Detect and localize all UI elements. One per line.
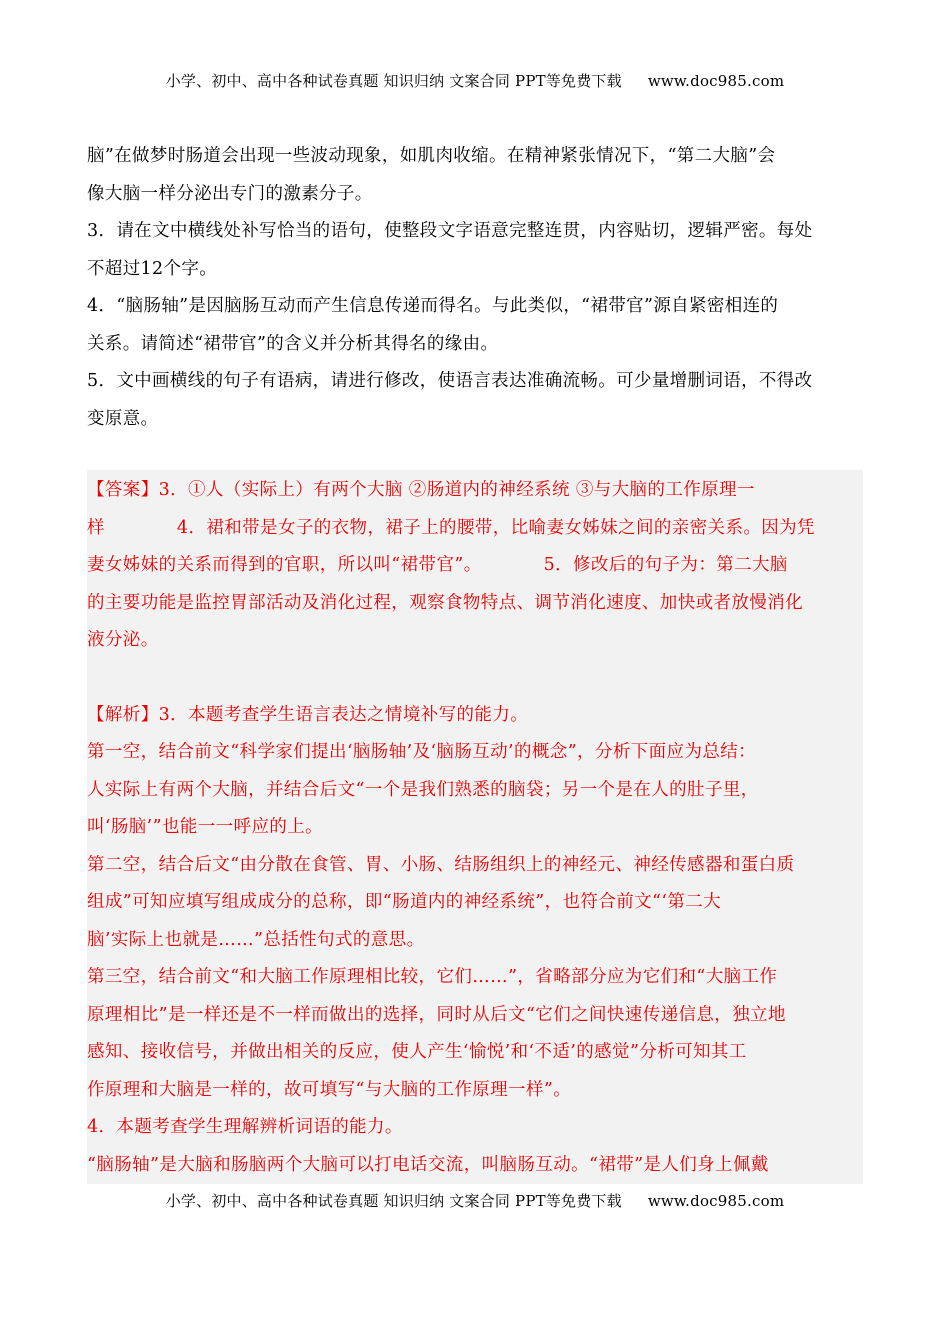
analysis-line: 脑’实际上也就是……”总括性句式的意思。 [87,929,425,950]
page-header [0,70,950,91]
answer-line-part: 妻女姊妹的关系而得到的官职，所以叫“裙带官”。 [87,555,482,575]
header-text: 小学、初中、高中各种试卷真题 知识归纳 文案合同 PPT等免费下载 [165,72,622,90]
answer-analysis-block [87,470,863,1184]
answer-line: 液分泌。 [87,630,159,650]
header-site: www.doc985.com [647,72,785,90]
page-content [87,138,863,1184]
analysis-line: 感知、接收信号，并做出相关的反应，使人产生‘愉悦’和‘不适’的感觉”分析可知其工 [87,1042,747,1062]
question-line: 4．“脑肠轴”是因脑肠互动而产生信息传递而得名。与此类似，“裙带官”源自紧密相连的 [87,296,779,316]
analysis-line: 4．本题考查学生理解辨析词语的能力。 [87,1117,403,1137]
question-line: 5．文中画横线的句子有语病，请进行修改，使语言表达准确流畅。可少量增删词语，不得改 [87,371,813,391]
question-line: 像大脑一样分泌出专门的激素分子。 [87,183,373,204]
analysis-line: 叫‘肠脑’”也能一一呼应的上。 [87,817,324,837]
footer-site: www.doc985.com [647,1192,785,1210]
analysis-line: 第一空，结合前文“科学家们提出‘脑肠轴’及‘脑肠互动’的概念”，分析下面应为总结： [87,742,757,762]
question-line: 3．请在文中横线处补写恰当的语句，使整段文字语意完整连贯，内容贴切，逻辑严密。每处 [87,221,813,241]
analysis-line: 第二空，结合后文“由分散在食管、胃、小肠、结肠组织上的神经元、神经传感器和蛋白质 [87,854,795,875]
question-line: 不超过12个字。 [87,258,218,279]
answer-line-part: 4．裙和带是女子的衣物，裙子上的腰带，比喻妻女姊妹之间的亲密关系。因为凭 [176,517,815,538]
analysis-line: 组成”可知应填写组成成分的总称，即“肠道内的神经系统”，也符合前文“‘第二大 [87,892,722,912]
footer-text: 小学、初中、高中各种试卷真题 知识归纳 文案合同 PPT等免费下载 [165,1192,622,1210]
spacer [87,660,863,697]
analysis-line: 作原理和大脑是一样的，故可填写“与大脑的工作原理一样”。 [87,1079,572,1100]
question-line: 变原意。 [87,408,159,429]
analysis-line: 第三空，结合前文“和大脑工作原理相比较，它们……”，省略部分应为它们和“大脑工作 [87,967,778,987]
answer-line [87,510,863,548]
answer-line: 的主要功能是监控胃部活动及消化过程，观察食物特点、调节消化速度、加快或者放慢消化 [87,592,803,613]
analysis-line: “脑肠轴”是大脑和肠脑两个大脑可以打电话交流，叫脑肠互动。“裙带”是人们身上佩戴 [87,1154,769,1175]
question-line: 关系。请简述“裙带官”的含义并分析其得名的缘由。 [87,333,499,354]
answer-line [87,547,863,585]
page-footer [0,1190,950,1211]
analysis-line: 原理相比”是一样还是不一样而做出的选择，同时从后文“它们之间快速传递信息，独立地 [87,1004,786,1025]
answer-line: 【答案】3．①人（实际上）有两个大脑 ②肠道内的神经系统 ③与大脑的工作原理一 [87,480,755,500]
analysis-line: 人实际上有两个大脑，并结合后文“一个是我们熟悉的脑袋；另一个是在人的肚子里， [87,779,759,800]
question-line: 脑”在做梦时肠道会出现一些波动现象，如肌肉收缩。在精神紧张情况下，“第二大脑”会 [87,146,776,166]
answer-line-part: 样 [87,517,105,538]
analysis-line: 【解析】3．本题考查学生语言表达之情境补写的能力。 [87,704,529,725]
questions-section [87,138,863,438]
answer-line-part: 5．修改后的句子为：第二大脑 [543,555,788,575]
